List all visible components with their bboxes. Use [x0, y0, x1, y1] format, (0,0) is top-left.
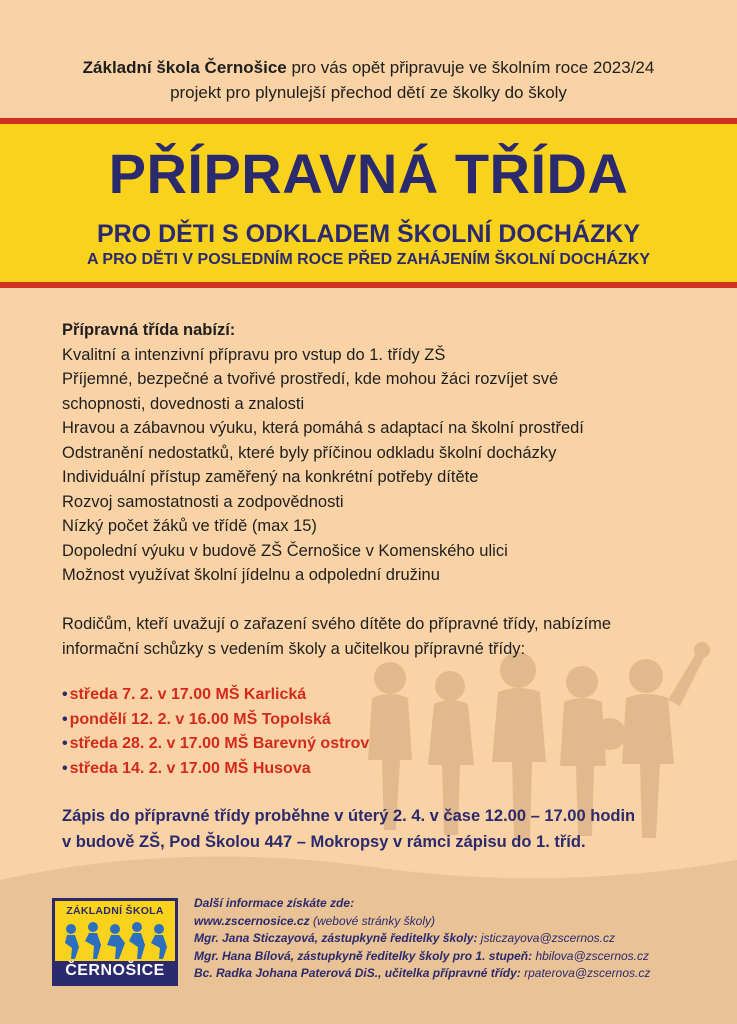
- invite-text: [62, 612, 692, 661]
- contact-heading: Další informace získáte zde:: [194, 896, 355, 910]
- meeting-item-text: středa 7. 2. v 17.00 MŠ Karlická: [69, 686, 307, 703]
- intro-line-1-rest: pro vás opět připravuje ve školním roce 2023/24: [286, 58, 655, 77]
- meeting-list: [62, 683, 562, 781]
- logo-bottom-text: ČERNOŠICE: [65, 962, 165, 979]
- bullet-icon: •: [62, 686, 68, 703]
- meeting-item: [62, 683, 562, 708]
- contact-person-1: Mgr. Jana Sticzayová, zástupkyně ředitelky školy: jsticzayova@zscernos.cz: [194, 931, 616, 945]
- offer-item: Nízký počet žáků ve třídě (max 15): [62, 517, 317, 535]
- meeting-item-text: středa 14. 2. v 17.00 MŠ Husova: [69, 759, 311, 777]
- enrolment-line-1: Zápis do přípravné třídy proběhne v úterý 2. 4. v čase 12.00 – 17.00 hodin: [62, 807, 636, 825]
- school-logo: [52, 898, 178, 986]
- banner-subtitle-2: A PRO DĚTI V POSLEDNÍM ROCE PŘED ZAHÁJENÍM ŠKOLNÍ DOCHÁZKY: [87, 251, 650, 268]
- offer-item: Dopolední výuku v budově ZŠ Černošice v Komenského ulici: [62, 541, 508, 560]
- banner-title: PŘÍPRAVNÁ TŘÍDA: [108, 142, 629, 205]
- title-banner: [0, 118, 737, 288]
- bullet-icon: •: [62, 735, 68, 752]
- intro-text: [0, 55, 737, 105]
- email-link-2[interactable]: hbilova@zscernos.cz: [532, 948, 650, 963]
- offer-item: Hravou a zábavnou výuku, která pomáhá s adaptací na školní prostředí: [62, 419, 584, 437]
- offer-list: [62, 318, 692, 588]
- offer-item: Odstranění nedostatků, které byly příčinou odkladu školní docházky: [62, 443, 557, 462]
- contact-person-3: Bc. Radka Johana Paterová DiS., učitelka přípravné třídy: rpaterova@zscernos.cz: [194, 966, 651, 980]
- offer-item: Individuální přístup zaměřený na konkrétní potřeby dítěte: [62, 468, 479, 486]
- contact-person-2: Mgr. Hana Bílová, zástupkyně ředitelky školy pro 1. stupeň: hbilova@zscernos.cz: [194, 948, 650, 963]
- contact-info: [194, 895, 734, 983]
- meeting-item-text: středa 28. 2. v 17.00 MŠ Barevný ostrov: [69, 735, 370, 752]
- school-name: Základní škola Černošice: [82, 58, 287, 77]
- offer-item: Rozvoj samostatnosti a zodpovědnosti: [62, 492, 344, 511]
- offer-item: Příjemné, bezpečné a tvořivé prostředí, kde mohou žáci rozvíjet své: [62, 370, 559, 388]
- intro-line-2: projekt pro plynulejší přechod dětí ze školky do školy: [170, 83, 567, 102]
- logo-top-text: ZÁKLADNÍ ŠKOLA: [66, 905, 164, 917]
- children-figures-icon: [59, 917, 171, 961]
- invite-line-1: Rodičům, kteří uvažují o zařazení svého dítěte do přípravné třídy, nabízíme: [62, 615, 612, 633]
- meeting-item: [62, 708, 562, 733]
- offer-item: schopnosti, dovednosti a znalosti: [62, 394, 305, 413]
- banner-subtitle: PRO DĚTI S ODKLADEM ŠKOLNÍ DOCHÁZKY: [96, 220, 641, 248]
- offer-item: Možnost využívat školní jídelnu a odpolední družinu: [62, 566, 440, 584]
- email-link-3[interactable]: rpaterova@zscernos.cz: [520, 966, 651, 980]
- invite-line-2: informační schůzky s vedením školy a učitelkou přípravné třídy:: [62, 639, 526, 658]
- contact-web: [194, 913, 734, 931]
- offer-heading: Přípravná třída nabízí:: [62, 321, 236, 339]
- bullet-icon: •: [62, 710, 68, 728]
- bullet-icon: •: [62, 759, 68, 777]
- intro-line-1: [0, 55, 737, 80]
- offer-item: Kvalitní a intenzivní přípravu pro vstup do 1. třídy ZŠ: [62, 345, 446, 364]
- website-link[interactable]: www.zscernosice.cz: [194, 913, 310, 928]
- email-link-1[interactable]: jsticzayova@zscernos.cz: [477, 931, 616, 945]
- meeting-item-text: pondělí 12. 2. v 16.00 MŠ Topolská: [69, 710, 331, 728]
- enrolment-line-2: v budově ZŠ, Pod Školou 447 – Mokropsy v rámci zápisu do 1. tříd.: [62, 833, 586, 851]
- website-note: (webové stránky školy): [309, 913, 435, 928]
- meeting-item: [62, 732, 562, 757]
- meeting-item: [62, 757, 562, 782]
